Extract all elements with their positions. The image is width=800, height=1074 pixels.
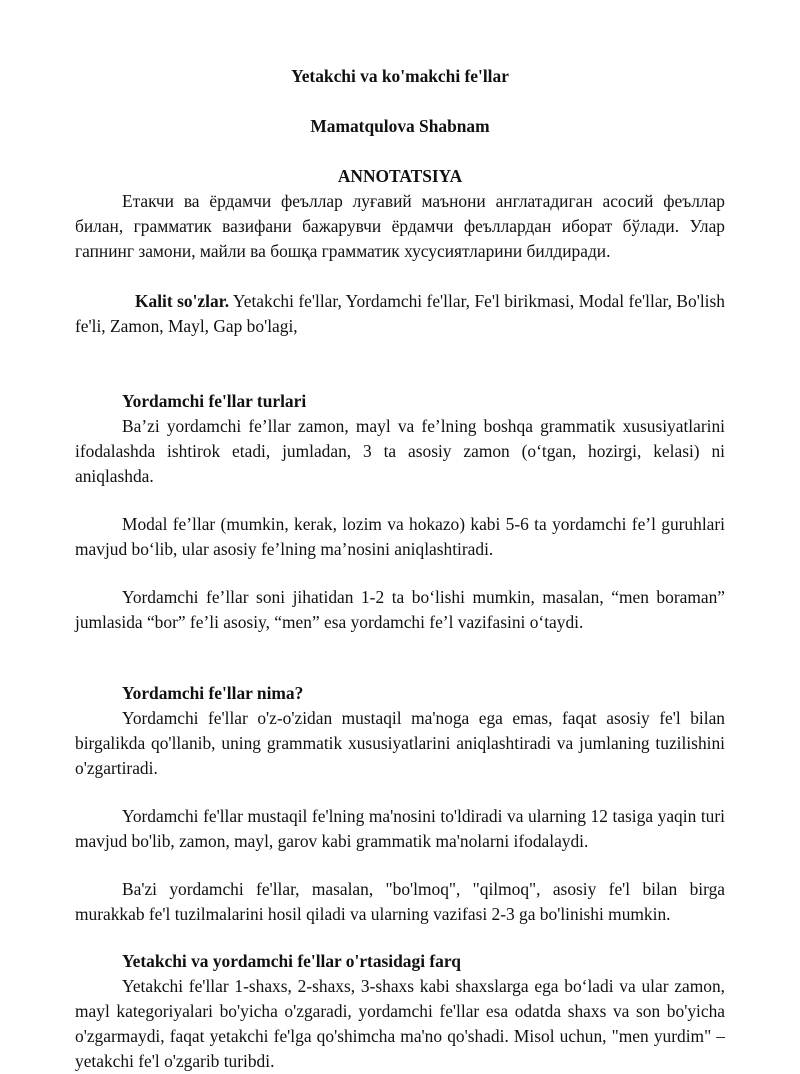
keywords-text: Yetakchi fe'llar, Yordamchi fe'llar, Fe'l birikmasi, Modal fe'llar, Bo'lish fe'li, Zamon, Mayl, Gap bo'lagi, bbox=[75, 291, 725, 336]
section-heading-farq: Yetakchi va yordamchi fe'llar o'rtasidagi farq bbox=[122, 951, 461, 971]
section-paragraph: Yordamchi fe'llar o'z-o'zidan mustaqil ma'noga ega emas, faqat asosiy fe'l bilan birgalikda qo'llanib, uning grammatik xususiyatlarini aniqlashtiradi va jumlaning tuzilishini o'zgartiradi. bbox=[75, 708, 725, 778]
annotation-text: Етакчи ва ёрдамчи феъллар луғавий маънони англатадиган асосий феъллар билан, грамматик вазифани бажарувчи ёрдамчи феъллардан иборат бўлади. Улар гапнинг замони, майли ва бошқа грамматик хусусиятларини билдиради. bbox=[75, 191, 725, 261]
section-paragraph: Yetakchi fe'llar 1-shaxs, 2-shaxs, 3-shaxs kabi shaxslarga ega bo‘ladi va ular zamon, mayl kategoriyalari bo'yicha o'zgaradi, yordamchi fe'llar esa odatda shaxs va son bo'yicha o'zgarmaydi, faqat yetakchi fe'lga qo'shimcha ma'no qo'shadi. Misol uchun, "men yurdim" – yetakchi fe'l o'zgarib turibdi. bbox=[75, 976, 725, 1071]
document-title: Yetakchi va ko'makchi fe'llar bbox=[291, 66, 509, 86]
document-author: Mamatqulova Shabnam bbox=[310, 116, 490, 136]
section-paragraph: Yordamchi fe’llar soni jihatidan 1-2 ta bo‘lishi mumkin, masalan, “men boraman” jumlasida “bor” fe’li asosiy, “men” esa yordamchi fe’l vazifasini o‘taydi. bbox=[75, 587, 725, 632]
section-paragraph: Modal fe’llar (mumkin, kerak, lozim va hokazo) kabi 5-6 ta yordamchi fe’l guruhlari mavjud bo‘lib, ular asosiy fe’lning ma’nosini aniqlashtiradi. bbox=[75, 514, 725, 559]
section-heading-turlari: Yordamchi fe'llar turlari bbox=[122, 391, 307, 411]
section-paragraph: Yordamchi fe'llar mustaqil fe'lning ma'nosini to'ldiradi va ularning 12 tasiga yaqin turi mavjud bo'lib, zamon, mayl, garov kabi grammatik ma'nolarni ifodalaydi. bbox=[75, 806, 725, 851]
keywords-label: Kalit so'zlar. bbox=[135, 291, 230, 311]
section-heading-nima: Yordamchi fe'llar nima? bbox=[122, 683, 304, 703]
section-paragraph: Ba'zi yordamchi fe'llar, masalan, "bo'lmoq", "qilmoq", asosiy fe'l bilan birga murakkab fe'l tuzilmalarini hosil qiladi va ularning vazifasi 2-3 ga bo'linishi mumkin. bbox=[75, 879, 725, 924]
annotation-heading: ANNOTATSIYA bbox=[337, 166, 463, 186]
section-paragraph: Ba’zi yordamchi fe’llar zamon, mayl va fe’lning boshqa grammatik xususiyatlarini ifodalashda ishtirok etadi, jumladan, 3 ta asosiy zamon (o‘tgan, hozirgi, kelasi) ni aniqlashda. bbox=[75, 416, 725, 486]
keywords-paragraph bbox=[75, 289, 725, 339]
